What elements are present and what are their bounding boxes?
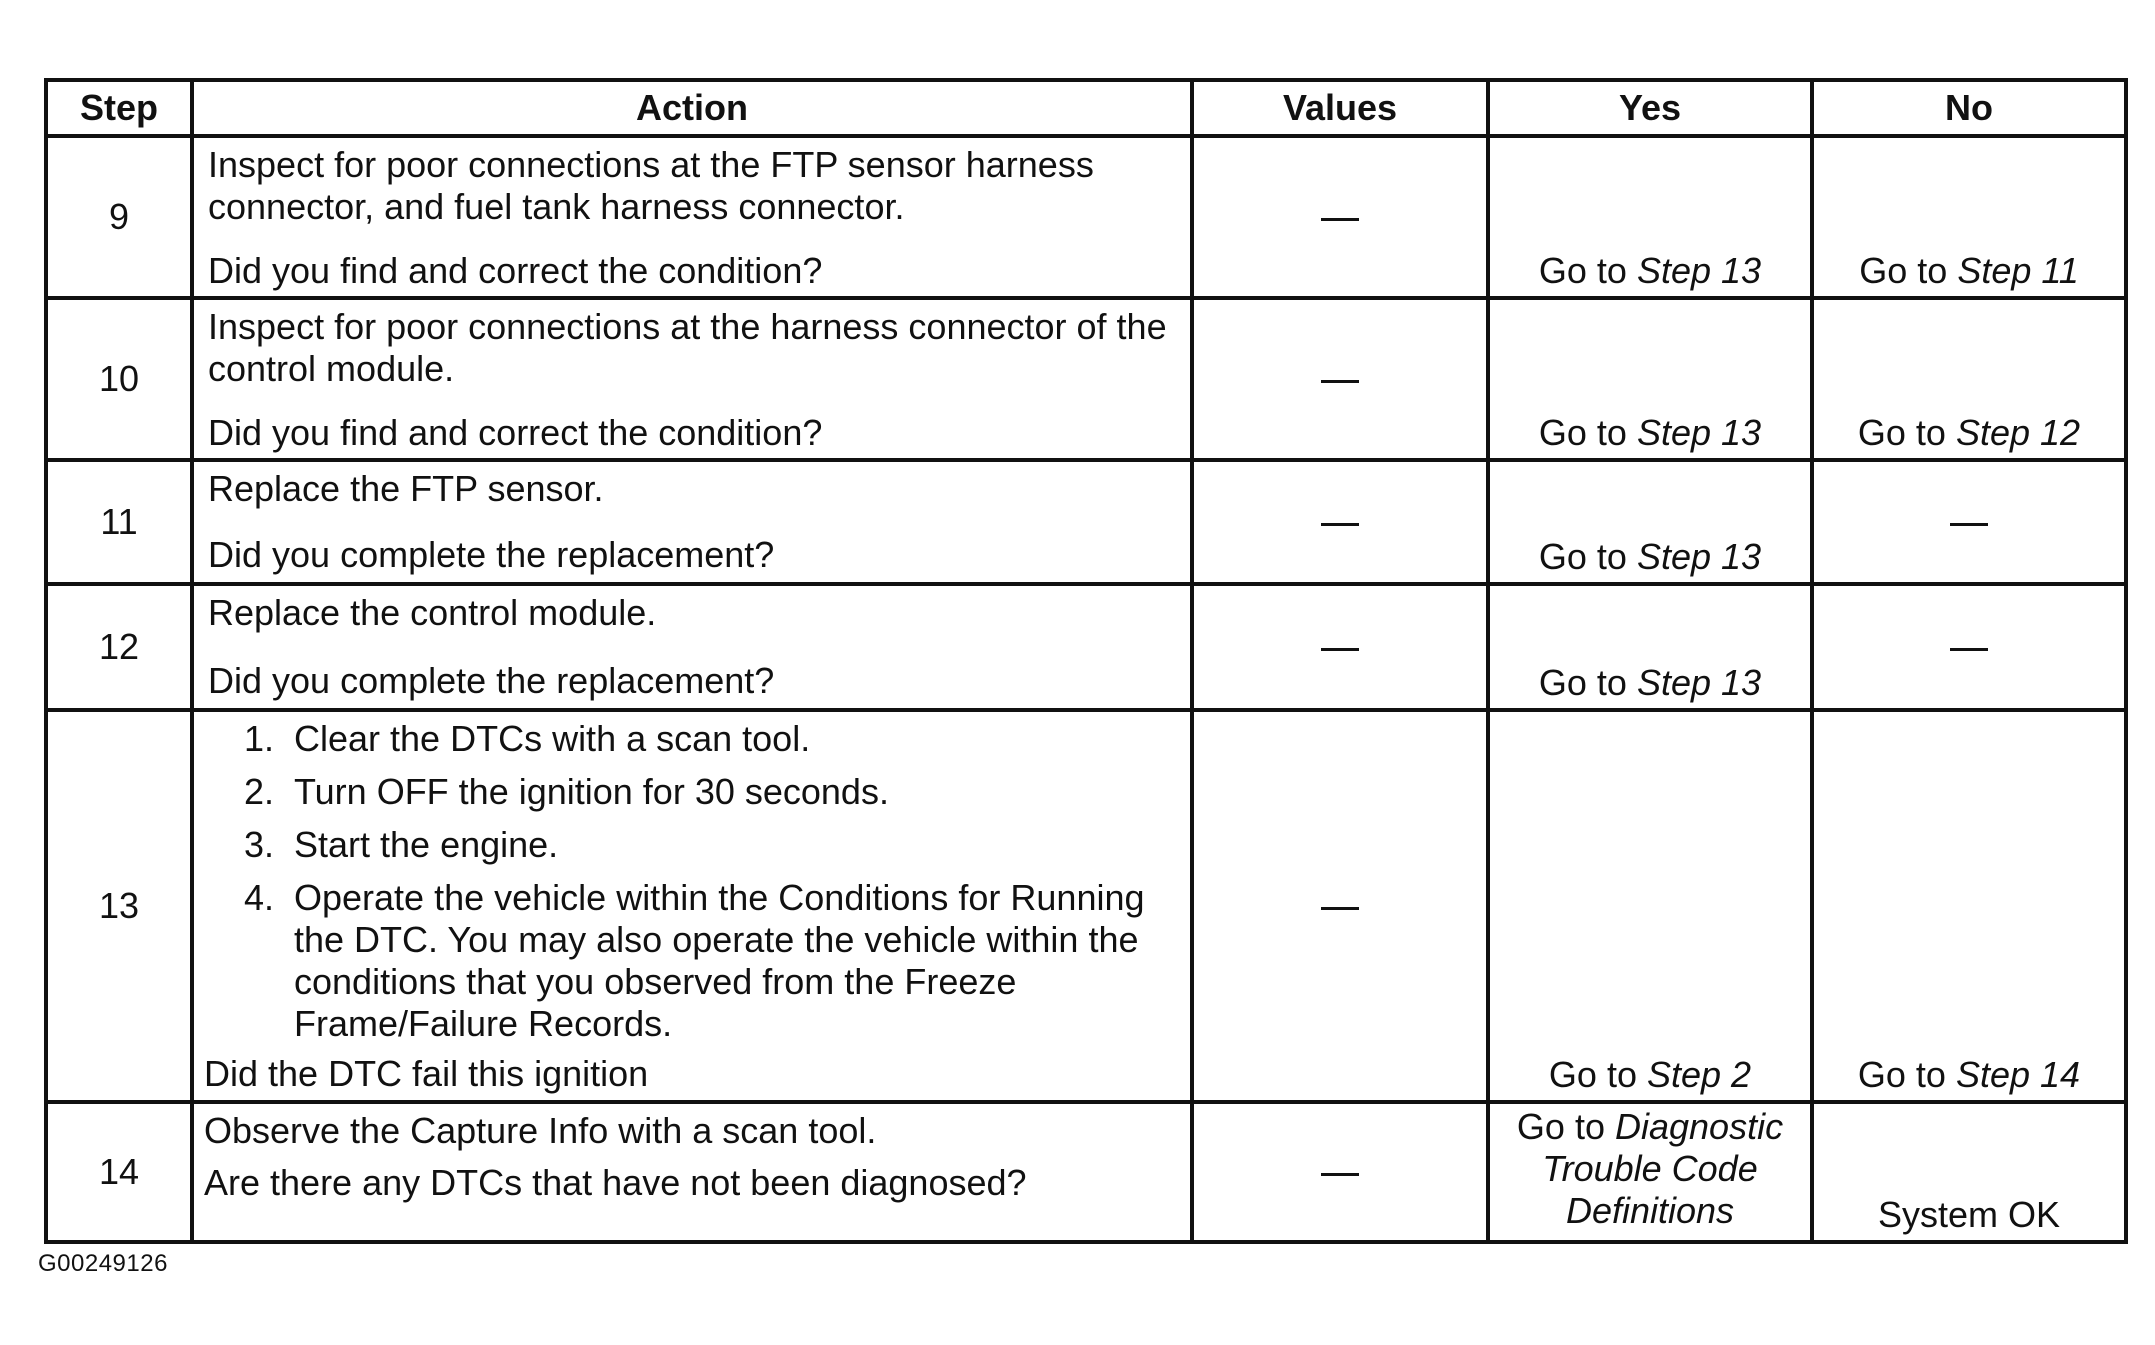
- dash-mark: [1321, 907, 1359, 910]
- step-number: 14: [46, 1102, 192, 1242]
- action-question: Are there any DTCs that have not been diagnosed?: [204, 1162, 1027, 1203]
- yes-link[interactable]: Go to Step 2: [1548, 1054, 1752, 1095]
- action-cell: [192, 1102, 1192, 1242]
- header-no: No: [1812, 80, 2126, 136]
- step-number: 9: [46, 136, 192, 298]
- action-text: Inspect for poor connections at the harness connector of the control module.: [208, 306, 1167, 389]
- yes-link[interactable]: Go to Step 13: [1538, 536, 1762, 577]
- yes-link[interactable]: Go to Diagnostic Trouble Code Definitions: [1516, 1106, 1784, 1231]
- action-question: Did you complete the replacement?: [208, 534, 775, 575]
- action-question: Did you find and correct the condition?: [208, 412, 823, 453]
- action-text: Replace the FTP sensor.: [208, 468, 604, 509]
- list-item: 1. Clear the DTCs with a scan tool.: [284, 718, 1176, 760]
- step-number: 12: [46, 584, 192, 710]
- step-number: 13: [46, 710, 192, 1102]
- table-row: [46, 584, 2126, 710]
- step-number: 10: [46, 298, 192, 460]
- values-cell: [1192, 298, 1488, 460]
- table-row: [46, 710, 2126, 1102]
- no-cell: [1812, 298, 2126, 460]
- action-cell: [192, 710, 1192, 1102]
- table-row: [46, 298, 2126, 460]
- table-header-row: [46, 80, 2126, 136]
- values-cell: [1192, 1102, 1488, 1242]
- values-cell: [1192, 584, 1488, 710]
- action-question: Did you complete the replacement?: [208, 660, 775, 701]
- yes-cell: [1488, 584, 1812, 710]
- dash-mark: [1950, 648, 1988, 651]
- header-yes: Yes: [1488, 80, 1812, 136]
- action-question: Did you find and correct the condition?: [208, 250, 823, 291]
- no-link[interactable]: Go to Step 12: [1857, 412, 2081, 453]
- diagnostic-table: [44, 78, 2128, 1244]
- yes-link[interactable]: Go to Step 13: [1538, 412, 1762, 453]
- yes-cell: [1488, 1102, 1812, 1242]
- dash-mark: [1950, 523, 1988, 526]
- no-result: System OK: [1877, 1194, 2061, 1235]
- yes-cell: [1488, 298, 1812, 460]
- action-question: Did the DTC fail this ignition: [204, 1053, 649, 1094]
- values-cell: [1192, 136, 1488, 298]
- dash-mark: [1321, 648, 1359, 651]
- header-action: Action: [192, 80, 1192, 136]
- yes-cell: [1488, 136, 1812, 298]
- yes-cell: [1488, 710, 1812, 1102]
- dash-mark: [1321, 523, 1359, 526]
- action-text: Replace the control module.: [208, 592, 657, 633]
- no-cell: [1812, 460, 2126, 584]
- action-cell: [192, 136, 1192, 298]
- figure-code: G00249126: [38, 1250, 168, 1277]
- yes-cell: [1488, 460, 1812, 584]
- yes-link[interactable]: Go to Step 13: [1538, 250, 1762, 291]
- list-item: 3. Start the engine.: [284, 824, 1176, 866]
- no-link[interactable]: Go to Step 14: [1857, 1054, 2081, 1095]
- action-steps-list: [194, 712, 1190, 1045]
- table-row: [46, 460, 2126, 584]
- dash-mark: [1321, 380, 1359, 383]
- table-row: [46, 1102, 2126, 1242]
- dash-mark: [1321, 218, 1359, 221]
- header-values: Values: [1192, 80, 1488, 136]
- no-link[interactable]: Go to Step 11: [1859, 250, 2079, 291]
- header-step: Step: [46, 80, 192, 136]
- no-cell: [1812, 584, 2126, 710]
- list-item: 4. Operate the vehicle within the Conditions for Running the DTC. You may also operate the vehicle within the conditions that you observed from the Freeze Frame/Failure Records.: [284, 877, 1176, 1045]
- no-cell: [1812, 136, 2126, 298]
- yes-link[interactable]: Go to Step 13: [1538, 662, 1762, 703]
- action-text: Inspect for poor connections at the FTP sensor harness connector, and fuel tank harness connector.: [208, 144, 1094, 227]
- action-cell: [192, 460, 1192, 584]
- action-cell: [192, 584, 1192, 710]
- no-cell: [1812, 1102, 2126, 1242]
- action-cell: [192, 298, 1192, 460]
- step-number: 11: [46, 460, 192, 584]
- table-row: [46, 136, 2126, 298]
- values-cell: [1192, 460, 1488, 584]
- values-cell: [1192, 710, 1488, 1102]
- no-cell: [1812, 710, 2126, 1102]
- action-text: Observe the Capture Info with a scan tool.: [204, 1110, 877, 1151]
- dash-mark: [1321, 1173, 1359, 1176]
- list-item: 2. Turn OFF the ignition for 30 seconds.: [284, 771, 1176, 813]
